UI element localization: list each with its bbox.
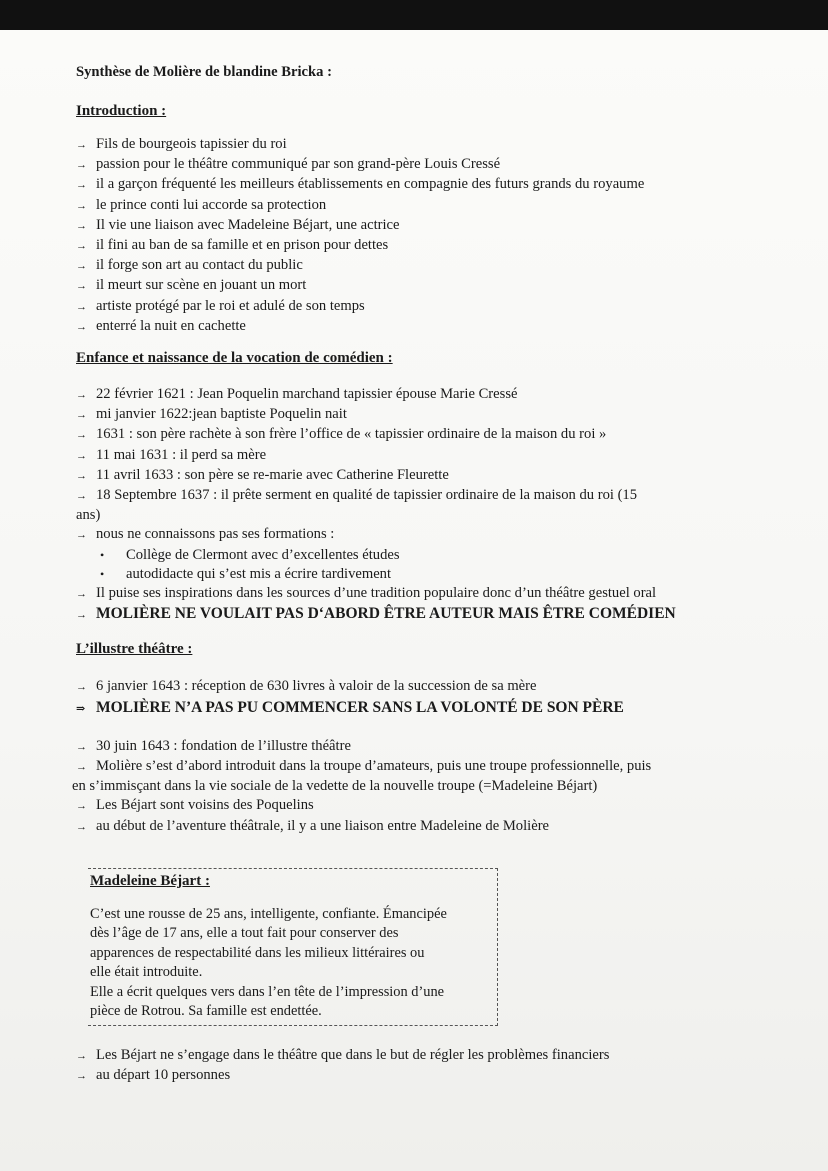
list-item: → Il vie une liaison avec Madeleine Béjart, une actrice xyxy=(76,216,816,236)
bullet-item: • autodidacte qui s’est mis a écrire tardivement xyxy=(100,565,816,584)
arrow-icon: → xyxy=(76,429,87,442)
box-line: elle était introduite. xyxy=(90,964,203,981)
arrow-icon: → xyxy=(76,219,87,232)
arrow-icon: → xyxy=(76,740,87,753)
arrow-icon: → xyxy=(76,159,87,172)
list-item: → il fini au ban de sa famille et en prison pour dettes xyxy=(76,236,816,256)
arrow-icon: → xyxy=(76,681,87,694)
arrow-icon: → xyxy=(76,529,87,542)
arrow-icon: → xyxy=(76,389,87,402)
section-heading-introduction: Introduction : xyxy=(76,103,167,119)
list-item: → artiste protégé par le roi et adulé de son temps xyxy=(76,297,816,317)
document-page xyxy=(0,30,828,1171)
list-item: → Molière s’est d’abord introduit dans la troupe d’amateurs, puis une troupe professionnelle, puis xyxy=(76,757,816,777)
arrow-icon: → xyxy=(76,179,87,192)
arrow-icon: → xyxy=(76,490,87,503)
formations-list xyxy=(76,546,816,584)
arrow-icon: → xyxy=(76,588,87,601)
arrow-icon: → xyxy=(76,280,87,293)
list-item: → 11 avril 1633 : son père se re-marie avec Catherine Fleurette xyxy=(76,466,816,486)
list-item: → mi janvier 1622:jean baptiste Poquelin nait xyxy=(76,405,816,425)
bullet-icon: • xyxy=(100,547,105,562)
list-item: → au départ 10 personnes xyxy=(76,1066,816,1086)
conclusion-line: → MOLIÈRE NE VOULAIT PAS D‘ABORD ÊTRE AUTEUR MAIS ÊTRE COMÉDIEN xyxy=(76,604,816,625)
double-arrow-icon: ⇒ xyxy=(76,702,86,715)
enfance-list-continued xyxy=(76,584,816,625)
illustre-list-a xyxy=(76,677,816,718)
arrow-icon: → xyxy=(76,820,87,833)
bullet-icon: • xyxy=(100,566,105,581)
box-heading: Madeleine Béjart : xyxy=(90,873,210,889)
list-item: → il forge son art au contact du public xyxy=(76,256,816,276)
top-dark-border xyxy=(0,0,828,30)
arrow-icon: → xyxy=(76,469,87,482)
arrow-icon: → xyxy=(76,240,87,253)
document-title: Synthèse de Molière de blandine Bricka : xyxy=(76,64,332,80)
list-item: → Il puise ses inspirations dans les sources d’une tradition populaire donc d’un théâtre gestuel oral xyxy=(76,584,816,604)
box-line: Elle a écrit quelques vers dans l’en tête de l’impression d’une xyxy=(90,983,445,1000)
list-item: → 30 juin 1643 : fondation de l’illustre théâtre xyxy=(76,737,816,757)
arrow-icon: → xyxy=(76,609,87,622)
box-line: pièce de Rotrou. Sa famille est endettée. xyxy=(90,1003,322,1020)
box-line: apparences de respectabilité dans les milieux littéraires ou xyxy=(90,944,425,961)
arrow-icon: → xyxy=(76,1050,87,1062)
document-content xyxy=(72,64,816,1084)
arrow-icon: → xyxy=(76,260,87,273)
section-heading-illustre-theatre: L’illustre théâtre : xyxy=(76,641,193,658)
list-item: → il a garçon fréquenté les meilleurs établissements en compagnie des futurs grands du royaume xyxy=(76,175,816,195)
list-item: → nous ne connaissons pas ses formations : xyxy=(76,525,816,545)
list-item-wrap: ans) xyxy=(76,507,101,524)
list-item: → 11 mai 1631 : il perd sa mère xyxy=(76,446,816,466)
list-item: → 6 janvier 1643 : réception de 630 livres à valoir de la succession de sa mère xyxy=(76,677,816,697)
arrow-icon: → xyxy=(76,761,87,774)
list-item: → au début de l’aventure théâtrale, il y a une liaison entre Madeleine de Molière xyxy=(76,817,816,837)
box-line: dès l’âge de 17 ans, elle a tout fait pour conserver des xyxy=(90,925,399,942)
list-item: → il meurt sur scène en jouant un mort xyxy=(76,276,816,296)
box-line: C’est une rousse de 25 ans, intelligente, confiante. Émancipée xyxy=(90,906,447,922)
list-item: → 1631 : son père rachète à son frère l’office de « tapissier ordinaire de la maison du roi » xyxy=(76,425,816,445)
arrow-icon: → xyxy=(76,199,87,212)
list-item: → Les Béjart sont voisins des Poquelins xyxy=(76,796,816,816)
list-item: → Les Béjart ne s’engage dans le théâtre que dans le but de régler les problèmes financiers xyxy=(76,1046,816,1066)
list-item-wrap: en s’immisçant dans la vie sociale de la vedette de la nouvelle troupe (=Madeleine Béjart) xyxy=(72,778,598,795)
introduction-list xyxy=(76,135,816,337)
arrow-icon: → xyxy=(76,409,87,422)
arrow-icon: → xyxy=(76,449,87,462)
arrow-icon: → xyxy=(76,320,87,333)
madeleine-bejart-box xyxy=(88,868,498,1026)
section-heading-enfance: Enfance et naissance de la vocation de comédien : xyxy=(76,350,393,367)
list-item: → passion pour le théâtre communiqué par son grand-père Louis Cressé xyxy=(76,155,816,175)
enfance-list xyxy=(76,385,816,546)
arrow-icon: → xyxy=(76,800,87,813)
list-item: → enterré la nuit en cachette xyxy=(76,317,816,337)
arrow-icon: → xyxy=(76,1070,87,1083)
arrow-icon: → xyxy=(76,139,87,151)
bullet-item: • Collège de Clermont avec d’excellentes études xyxy=(100,546,816,565)
list-item: → le prince conti lui accorde sa protection xyxy=(76,196,816,216)
after-box-list xyxy=(76,1046,816,1086)
list-item: → 22 février 1621 : Jean Poquelin marchand tapissier épouse Marie Cressé xyxy=(76,385,816,405)
list-item: → 18 Septembre 1637 : il prête serment en qualité de tapissier ordinaire de la maison du roi (15 xyxy=(76,486,816,506)
conclusion-line: ⇒ MOLIÈRE N’A PAS PU COMMENCER SANS LA VOLONTÉ DE SON PÈRE xyxy=(76,698,816,719)
list-item: → Fils de bourgeois tapissier du roi xyxy=(76,135,816,155)
arrow-icon: → xyxy=(76,300,87,313)
illustre-list-b xyxy=(72,737,816,837)
